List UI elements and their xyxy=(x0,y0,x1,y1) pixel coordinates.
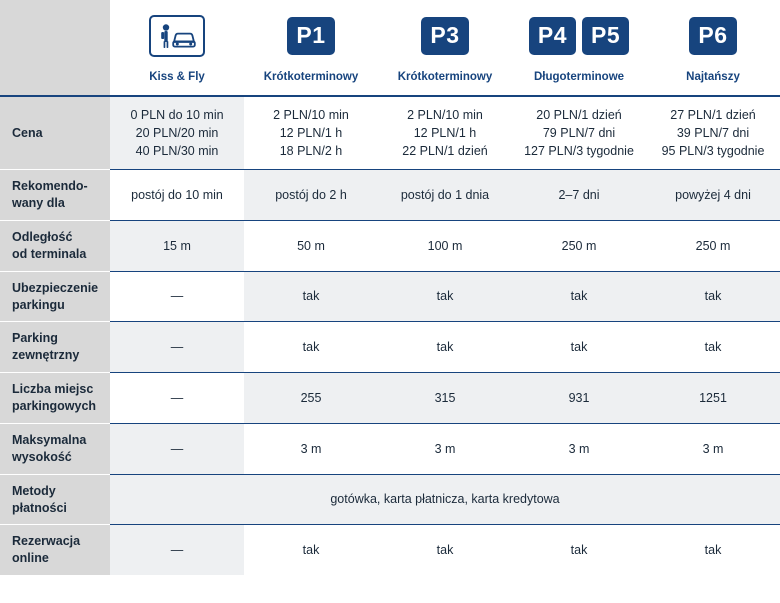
header-col-p4-p5 xyxy=(512,0,646,96)
cell-ubezpieczenie-p4-p5: tak xyxy=(512,271,646,322)
cell-maksymalna-wysokosc-p4-p5: 3 m xyxy=(512,423,646,474)
row-label-cena: Cena xyxy=(0,96,110,170)
header-caption-p1: Krótkoterminowy xyxy=(263,71,359,83)
badge-p5: P5 xyxy=(582,17,629,55)
cell-line: 40 PLN/30 min xyxy=(135,144,219,159)
cell-maksymalna-wysokosc-kiss-and-fly: — xyxy=(110,423,244,474)
header-col-p6 xyxy=(646,0,780,96)
cell-liczba-miejsc-p6: 1251 xyxy=(646,373,780,424)
table-row xyxy=(0,373,780,424)
cell-rekomendowany-p4-p5: 2–7 dni xyxy=(512,170,646,221)
p3-badge-row xyxy=(382,10,508,62)
header-corner-cell xyxy=(0,0,110,96)
cell-rezerwacja-online-p3: tak xyxy=(378,525,512,575)
cell-line: 20 PLN/20 min xyxy=(135,125,219,140)
cell-odleglosc-kiss-and-fly: 15 m xyxy=(110,220,244,271)
table-row xyxy=(0,271,780,322)
cell-rekomendowany-p3: postój do 1 dnia xyxy=(378,170,512,221)
cell-cena-kiss-and-fly xyxy=(110,96,244,170)
cell-line: 95 PLN/3 tygodnie xyxy=(661,144,765,159)
cell-rekomendowany-p1: postój do 2 h xyxy=(244,170,378,221)
row-label-metody-platnosci: Metody płatności xyxy=(0,474,110,525)
cell-odleglosc-p3: 100 m xyxy=(378,220,512,271)
cell-rekomendowany-p6: powyżej 4 dni xyxy=(646,170,780,221)
table-row xyxy=(0,96,780,170)
car-person-parking-icon xyxy=(149,15,205,57)
cell-cena-p6 xyxy=(646,96,780,170)
cell-maksymalna-wysokosc-p3: 3 m xyxy=(378,423,512,474)
table-row xyxy=(0,220,780,271)
cell-metody-platnosci-all: gotówka, karta płatnicza, karta kredytowa xyxy=(110,474,780,525)
cell-odleglosc-p6: 250 m xyxy=(646,220,780,271)
cell-line: 39 PLN/7 dni xyxy=(676,125,750,140)
p6-badge-row xyxy=(650,10,776,62)
cell-ubezpieczenie-kiss-and-fly: — xyxy=(110,271,244,322)
cell-line: 127 PLN/3 tygodnie xyxy=(524,144,634,159)
badge-p3: P3 xyxy=(421,17,468,55)
cell-cena-p1 xyxy=(244,96,378,170)
cell-line: 0 PLN do 10 min xyxy=(130,107,224,122)
badge-p6: P6 xyxy=(689,17,736,55)
header-caption-p4-p5: Długoterminowe xyxy=(533,71,625,83)
cell-line: 12 PLN/1 h xyxy=(279,125,343,140)
p1-badge-row xyxy=(248,10,374,62)
cell-parking-zewnetrzny-kiss-and-fly: — xyxy=(110,322,244,373)
cell-line: 12 PLN/1 h xyxy=(413,125,477,140)
row-label-maksymalna-wysokosc: Maksymalna wysokość xyxy=(0,423,110,474)
table-row xyxy=(0,423,780,474)
header-col-p3 xyxy=(378,0,512,96)
header-caption-kiss-and-fly: Kiss & Fly xyxy=(149,71,205,83)
row-label-rekomendowany-dla: Rekomendo- wany dla xyxy=(0,170,110,221)
cell-liczba-miejsc-kiss-and-fly: — xyxy=(110,373,244,424)
p4-p5-badge-row xyxy=(516,10,642,62)
badge-p1: P1 xyxy=(287,17,334,55)
cell-odleglosc-p4-p5: 250 m xyxy=(512,220,646,271)
badge-p4: P4 xyxy=(529,17,576,55)
kiss-and-fly-badge-row xyxy=(114,10,240,62)
cell-line: 27 PLN/1 dzień xyxy=(670,107,756,122)
row-label-odleglosc-od-terminala: Odległość od terminala xyxy=(0,220,110,271)
header-caption-p6: Najtańszy xyxy=(686,71,740,83)
cell-line: 18 PLN/2 h xyxy=(279,144,343,159)
cell-liczba-miejsc-p4-p5: 931 xyxy=(512,373,646,424)
cell-rezerwacja-online-kiss-and-fly: — xyxy=(110,525,244,575)
row-label-ubezpieczenie-parkingu: Ubezpieczenie parkingu xyxy=(0,271,110,322)
cell-parking-zewnetrzny-p4-p5: tak xyxy=(512,322,646,373)
cell-line: 2 PLN/10 min xyxy=(407,107,483,122)
table-row xyxy=(0,170,780,221)
cell-ubezpieczenie-p3: tak xyxy=(378,271,512,322)
cell-rezerwacja-online-p1: tak xyxy=(244,525,378,575)
table-row xyxy=(0,322,780,373)
cell-line: 79 PLN/7 dni xyxy=(542,125,616,140)
cell-maksymalna-wysokosc-p6: 3 m xyxy=(646,423,780,474)
row-label-liczba-miejsc-parkingowych: Liczba miejsc parkingowych xyxy=(0,373,110,424)
cell-rezerwacja-online-p6: tak xyxy=(646,525,780,575)
cell-liczba-miejsc-p3: 315 xyxy=(378,373,512,424)
table-header-row xyxy=(0,0,780,96)
table-row xyxy=(0,525,780,575)
cell-parking-zewnetrzny-p6: tak xyxy=(646,322,780,373)
header-col-kiss-and-fly xyxy=(110,0,244,96)
cell-odleglosc-p1: 50 m xyxy=(244,220,378,271)
cell-line: 20 PLN/1 dzień xyxy=(536,107,622,122)
cell-parking-zewnetrzny-p1: tak xyxy=(244,322,378,373)
cell-rezerwacja-online-p4-p5: tak xyxy=(512,525,646,575)
cell-line: 22 PLN/1 dzień xyxy=(402,144,488,159)
cell-cena-p3 xyxy=(378,96,512,170)
table-row xyxy=(0,474,780,525)
cell-ubezpieczenie-p1: tak xyxy=(244,271,378,322)
row-label-rezerwacja-online: Rezerwacja online xyxy=(0,525,110,575)
header-col-p1 xyxy=(244,0,378,96)
cell-parking-zewnetrzny-p3: tak xyxy=(378,322,512,373)
row-label-parking-zewnetrzny: Parking zewnętrzny xyxy=(0,322,110,373)
cell-rekomendowany-kiss-and-fly: postój do 10 min xyxy=(110,170,244,221)
cell-line: 2 PLN/10 min xyxy=(273,107,349,122)
header-caption-p3: Krótkoterminowy xyxy=(397,71,493,83)
cell-cena-p4-p5 xyxy=(512,96,646,170)
cell-liczba-miejsc-p1: 255 xyxy=(244,373,378,424)
cell-ubezpieczenie-p6: tak xyxy=(646,271,780,322)
cell-maksymalna-wysokosc-p1: 3 m xyxy=(244,423,378,474)
